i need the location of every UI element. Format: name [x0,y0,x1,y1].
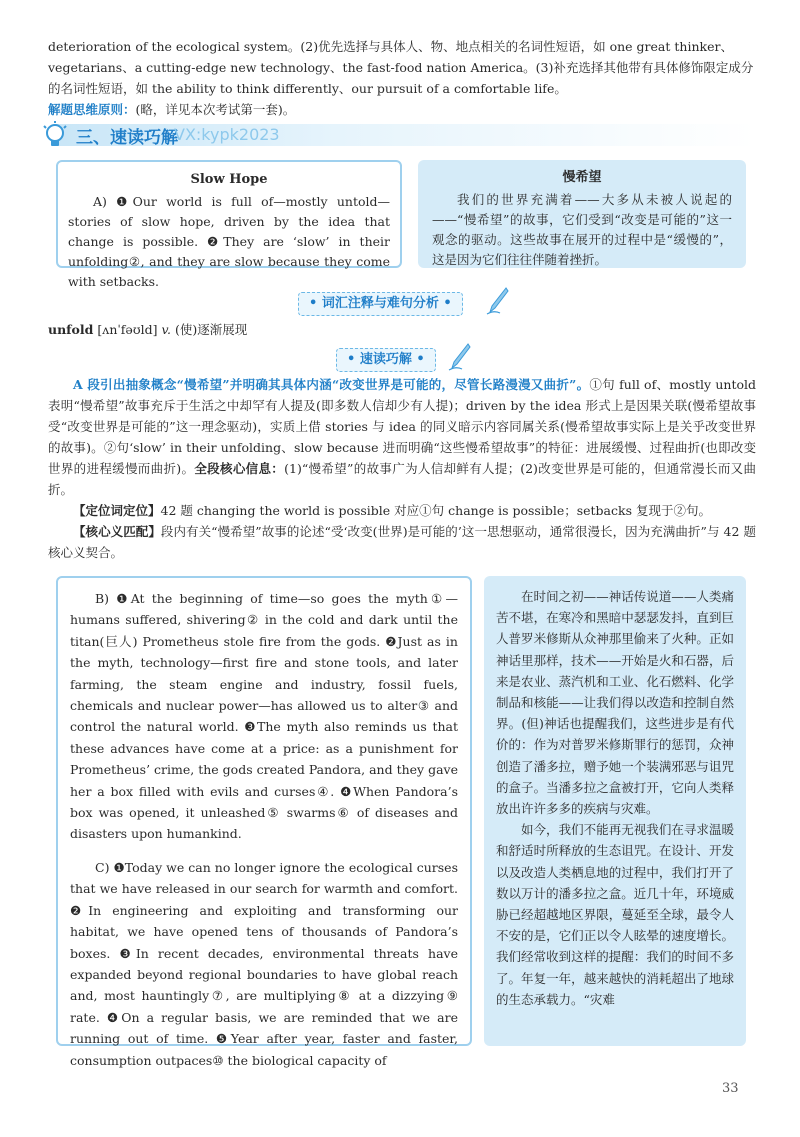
section-banner [40,120,760,150]
intro-paragraph [48,36,756,120]
vocab-entry [48,320,247,338]
watermark: VX:kypk2023 [174,125,280,144]
quick-read-banner [336,346,486,372]
vocab-banner-label: • 词汇注释与难句分析 • [298,292,463,316]
passage-a-chinese-box [418,160,746,268]
section-title: 三、速读巧解 [76,128,178,148]
passage-bc-chinese-box [484,576,746,1046]
analysis-body: ①句 full of、mostly untold 表明“慢希望”故事充斥于生活之中却罕有人提及(即多数人信却少有人提)；driven by the idea 形式上是因果关联(慢希望故事受“改变世界是可能的”这一理念驱动)，实质上借 stories 与 idea 的同义暗示内容同属关系(慢希望故事实际上是关乎改变世界的故事)。②句‘slow’ in their unfolding、slow because 进而明确“这些慢希望故事”的特征：进展缓慢、过程曲折(也即改变世界的进程缓慢而曲折)。 [48,377,756,476]
vocab-meaning: (使)逐渐展现 [174,322,248,337]
quick-read-banner-label: • 速读巧解 • [336,348,436,372]
principle-label: 解题思维原则： [48,102,136,117]
locate-paragraph [48,500,756,521]
principle-text: (略，详见本次考试第一套)。 [135,102,296,117]
lightbulb-icon [40,120,70,150]
passage-c-text-cn: 如今，我们不能再无视我们在寻求温暖和舒适时所释放的生态诅咒。在设计、开发以及改造人类栖息地的过程中，我们打开了数以万计的潘多拉之盒。近几十年，环境威胁已经超越地区界限，蔓延至全球，最令人不安的是，它们正以令人眩晕的速度增长。我们经常收到这样的提醒：我们的时间不多了。年复一年，越来越快的消耗超出了地球的生态承载力。“灾难 [496,822,734,1007]
passage-bc-english-box [56,576,472,1068]
vocab-banner [298,290,518,316]
vocab-word: unfold [48,322,94,337]
match-text: 段内有关“慢希望”故事的论述“受‘改变(世界)是可能的’这一思想驱动，通常很漫长，因为充满曲折”与 42 题核心义契合。 [48,524,756,560]
passage-title-cn: 慢希望 [562,170,602,185]
intro-text: deterioration of the ecological system。(2)优先选择与具体人、物、地点相关的名词性短语，如 one great thinker、vegetarians、a cutting-edge new technology、the fast-food nation America。(3)补充选择其他带有具体修饰限定成分的名词性短语，如 the ability to think differently、our pursuit of a comfortable life。 [48,39,754,96]
locate-text: 42 题 changing the world is possible 对应①句 change is possible；setbacks 复现于②句。 [160,503,711,518]
analysis-block [48,374,756,563]
core-text: (1)“慢希望”的故事广为人信却鲜有人提；(2)改变世界是可能的，但通常漫长而又曲折。 [48,461,756,497]
quill-icon [484,286,510,316]
match-label: 【核心义匹配】 [73,524,161,539]
passage-b-text-en: B) ❶At the beginning of time—so goes the myth①—humans suffered, shivering② in the cold and dark until the titan(巨人) Prometheus stole fire from the gods. ❷Just as in the myth, technology—first fire and stone tools, and later farming, the steam engine and industry, fossil fuels, chemicals and nuclear power—has allowed us to alter③ and control the natural world. ❸The myth also reminds us that these advances have come at a price: as a punishment for Prometheus’ crime, the gods created Pandora, and they gave her a box filled with evils and curses④. ❹When Pandora’s box was opened, it unleashed⑤ swarms⑥ of diseases and disasters upon humankind. [70,591,458,842]
passage-title-en: Slow Hope [190,172,268,187]
passage-c-text-en: C) ❶Today we can no longer ignore the ecological curses that we have released in our search for warmth and comfort. ❷In engineering and exploiting and transforming our habitat, we have opened tens of thousands of Pandora’s boxes. ❸In recent decades, environmental threats have expanded beyond regional boundaries to have global reach and, most hauntingly⑦, are multiplying⑧ at a dizzying⑨ rate. ❹On a regular basis, we are reminded that we are running out of time. ❺Year after year, faster and faster, consumption outpaces⑩ the biological capacity of [70,859,458,1068]
match-paragraph [48,521,756,563]
quill-icon [446,342,472,372]
vocab-pos: v. [161,322,171,337]
passage-a-english-box [56,160,402,289]
passage-b-text-cn: 在时间之初——神话传说道——人类痛苦不堪，在寒冷和黑暗中瑟瑟发抖，直到巨人普罗米修斯从众神那里偷来了火种。正如神话里那样，技术——开始是火和石器，后来是农业、蒸汽机和工业、化石燃料、化学制品和核能——让我们得以改造和控制自然界。(但)神话也提醒我们，这些进步是有代价的：作为对普罗米修斯罪行的惩罚，众神创造了潘多拉，赠予她一个装满邪恶与诅咒的盒子。当潘多拉之盒被打开，它向人类释放出许许多多的疾病与灾难。 [496,589,734,817]
core-label: 全段核心信息： [194,461,285,476]
locate-label: 【定位词定位】 [73,503,161,518]
page-number: 33 [722,1081,739,1096]
analysis-paragraph [48,374,756,500]
passage-a-text-cn: 我们的世界充满着——大多从未被人说起的——“慢希望”的故事，它们受到“改变是可能的”这一观念的驱动。这些故事在展开的过程中是“缓慢的”，这是因为它们往往伴随着挫折。 [432,192,732,267]
vocab-phonetic: [ʌnˈfəʊld] [97,322,158,337]
passage-a-text-en: A) ❶Our world is full of—mostly untold—stories of slow hope, driven by the idea that change is possible. ❷They are ‘slow’ in their unfolding②, and they are slow because they come with setbacks. [68,194,390,289]
analysis-lead: A 段引出抽象概念“慢希望”并明确其具体内涵“改变世界是可能的，尽管长路漫漫又曲折”。 [73,377,590,392]
